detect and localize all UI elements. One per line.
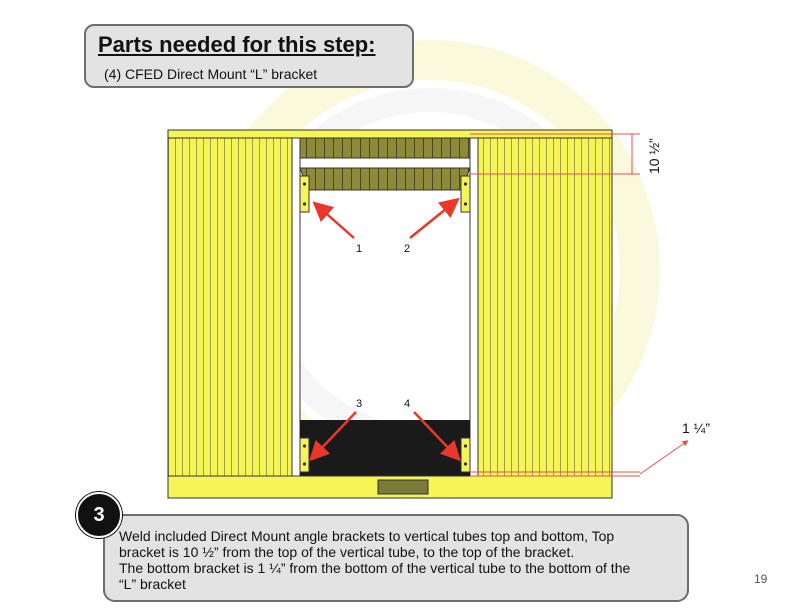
roof-sheeting-upper	[300, 138, 470, 158]
callout-2: 2	[404, 243, 411, 255]
sill-plate	[378, 480, 428, 494]
step-line-1: Weld included Direct Mount angle brackets to vertical tubes top and bottom, Top	[119, 528, 615, 544]
page-number: 19	[754, 572, 768, 586]
right-vertical-tube	[470, 138, 478, 476]
parts-needed-box	[84, 24, 414, 88]
header-tube	[300, 158, 470, 168]
step-number-badge: 3	[76, 492, 122, 538]
floor-shadow	[300, 420, 470, 476]
bracket-top-left	[300, 176, 309, 212]
step-line-4: “L” bracket	[119, 576, 186, 592]
callout-1: 1	[356, 243, 363, 255]
parts-list-item: (4) CFED Direct Mount “L” bracket	[104, 66, 318, 82]
right-wall-panel	[476, 138, 612, 476]
bracket-top-right	[461, 176, 470, 212]
roof-sheeting-lower	[300, 168, 470, 190]
parts-needed-title: Parts needed for this step:	[98, 32, 376, 57]
bracket-bottom-right	[461, 438, 470, 472]
bracket-bottom-left	[300, 438, 309, 472]
step-line-2: bracket is 10 ½” from the top of the vertical tube, to the top of the bracket.	[119, 544, 575, 560]
left-wall-panel	[168, 138, 292, 476]
arrow-1	[320, 208, 354, 238]
callout-3: 3	[356, 398, 363, 410]
dimension-bottom-label: 1 ¼”	[682, 420, 711, 436]
step-line-3: The bottom bracket is 1 ¼” from the bottom of the vertical tube to the bottom of the	[119, 560, 631, 576]
step-instructions-box	[103, 514, 689, 602]
callout-4: 4	[404, 398, 411, 410]
left-vertical-tube	[292, 138, 300, 476]
dimension-top-label: 10 ½”	[646, 138, 662, 174]
arrow-2	[410, 204, 452, 238]
step-instructions-text	[119, 528, 679, 592]
